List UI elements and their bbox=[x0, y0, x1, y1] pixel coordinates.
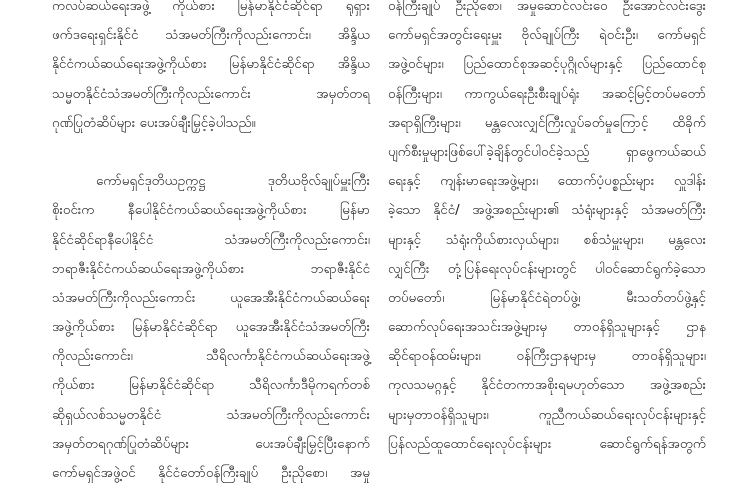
text-line: ကလပ်ဆယ်ရေးအဖွဲ့ ကိုယ်စား မြန်မာနိုင်ငံဆိုင်ရာ ရုရှား bbox=[52, 0, 370, 14]
text-line: နိုင်ငံဆိုင်ရာနီပေါနိုင်ငံ သံအမတ်ကြီးကိုလည်းကောင်း၊ bbox=[52, 232, 370, 248]
text-line: ဖက်ဒရေးရှင်းနိုင်ငံ သံအမတ်ကြီးကိုလည်းကောင်း၊ အိန္ဒိယ bbox=[52, 28, 370, 44]
text-line: များနှင့် သံရုံးကိုယ်စားလှယ်များ၊ စစ်သံမှူးများ၊ မန္တလေး bbox=[388, 232, 706, 248]
text-line: ကုလသမဂ္ဂနှင့် နိုင်ငံတကာအစိုးရမဟုတ်သော အဖွဲ့အစည်း bbox=[388, 378, 706, 394]
text-line: ဝန်ကြီးများ၊ ကာကွယ်ရေးဦးစီးချုပ်ရုံး အဆင့်မြင့်တပ်မတော် bbox=[388, 86, 706, 102]
text-line: နိုင်ငံကယ်ဆယ်ရေးအဖွဲ့ကိုယ်စား မြန်မာနိုင်ငံဆိုင်ရာ အိန္ဒိယ bbox=[52, 57, 370, 73]
text-line: ဝန်ကြီးချုပ် ဦးညိုစော၊ အမှုဆောင်လင်းဝေ ဦးအောင်လင်းဒွေး bbox=[388, 0, 706, 14]
left-text-column bbox=[52, 0, 370, 488]
text-line: များမှတာဝန်ရှိသူများ၊ ကူညီကယ်ဆယ်ရေးလုပ်ငန်းများနှင့် bbox=[388, 407, 706, 423]
text-line: ဘရာဇီးနိုင်ငံကယ်ဆယ်ရေးအဖွဲ့ကိုယ်စား ဘရာဇီးနိုင်ငံ bbox=[52, 261, 370, 277]
text-line: ကော်မရှင်အဖွဲ့ဝင် နိုင်ငံတော်ဝန်ကြီးချုပ် ဦးညိုစော၊ အမှု bbox=[52, 466, 370, 481]
text-line: ဆောက်လုပ်ရေးအသင်းအဖွဲ့များမှ တာဝန်ရှိသူများနှင့် ဌာန bbox=[388, 320, 706, 336]
text-line: အမှတ်တရဂုဏ်ပြုတံဆိပ်များ ပေးအပ်ချီးမြှင့်ပြီးနောက် bbox=[52, 436, 370, 452]
text-line: ပျက်စီးမှုများဖြစ်ပေါ်ခဲ့ချိန်တွင်ပါဝင်ခဲ့သည့် ရှာဖွေကယ်ဆယ် bbox=[388, 144, 706, 160]
paragraph-gap bbox=[52, 138, 370, 167]
text-line: ဂုဏ်ပြုတံဆိပ်များ ပေးအပ်ချီးမြှင့်ခဲ့ပါသည်။ bbox=[52, 115, 256, 131]
text-line: ဆိုင်ရာဝန်ထမ်းများ၊ ဝန်ကြီးဌာနများမှ တာဝန်ရှိသူများ၊ bbox=[388, 349, 706, 365]
text-line: သမ္မတနိုင်ငံသံအမတ်ကြီးကိုလည်းကောင်း အမှတ်တရ bbox=[52, 86, 370, 102]
text-line: အရာရှိကြီးများ၊ မန္တလေးလျှင်ကြီးလှုပ်ခတ်မှုကြောင့် ထိခိုက် bbox=[388, 115, 706, 131]
text-line: ကော်မရှင်ဒုတိယဥက္ကဋ္ဌ ဒုတိယဗိုလ်ချုပ်မှူးကြီး bbox=[96, 174, 370, 190]
text-line: ကိုလည်းကောင်း၊ သီရိလင်္ကာနိုင်ငံကယ်ဆယ်ရေးအဖွဲ့ bbox=[52, 349, 370, 365]
right-text-column bbox=[388, 0, 706, 459]
text-line: ကိုယ်စား မြန်မာနိုင်ငံဆိုင်ရာ သီရိလင်္ကာဒီမိုကရက်တစ် bbox=[52, 378, 370, 394]
text-line: အဖွဲ့ဝင်များ၊ ပြည်ထောင်စုအဆင့်ပုဂ္ဂိုလ်များနှင့် ပြည်ထောင်စု bbox=[388, 57, 706, 73]
text-line: ပြန်လည်ထူထောင်ရေးလုပ်ငန်းများ ဆောင်ရွက်ရန်အတွက် bbox=[388, 436, 706, 452]
text-line: ဆိုရှယ်လစ်သမ္မတနိုင်ငံ သံအမတ်ကြီးကိုလည်းကောင်း bbox=[52, 407, 370, 423]
text-line: ရေးနှင့် ကျန်းမာရေးအဖွဲ့များ၊ ထောက်ပံ့ပစ္စည်းများ လှူဒါန်း bbox=[388, 174, 706, 190]
text-line: သံအမတ်ကြီးကိုလည်းကောင်း ယူအေအီးနိုင်ငံကယ်ဆယ်ရေး bbox=[52, 290, 370, 306]
text-line: ကော်မရှင်အတွင်းရေးမှူး ဗိုလ်ချုပ်ကြီး ရဲဝင်းဦး၊ ကော်မရှင် bbox=[388, 28, 706, 44]
text-line: လျှင်ကြီး တုံ့ပြန်ရေးလုပ်ငန်းများတွင် ပါဝင်ဆောင်ရွက်ခဲ့သော bbox=[388, 261, 706, 277]
text-line: ခဲ့သော နိုင်ငံ/ အဖွဲ့အစည်းများ၏ သံရုံးများနှင့် သံအမတ်ကြီး bbox=[388, 203, 706, 219]
text-line: တပ်မတော်၊ မြန်မာနိုင်ငံရဲတပ်ဖွဲ့၊ မီးသတ်တပ်ဖွဲ့နှင့် bbox=[388, 290, 706, 306]
text-line: စိုးဝင်းက နီပေါနိုင်ငံကယ်ဆယ်ရေးအဖွဲ့ကိုယ်စား မြန်မာ bbox=[52, 203, 370, 219]
text-line: အဖွဲ့ကိုယ်စား မြန်မာနိုင်ငံဆိုင်ရာ ယူအေအီးနိုင်ငံသံအမတ်ကြီး bbox=[52, 320, 370, 336]
